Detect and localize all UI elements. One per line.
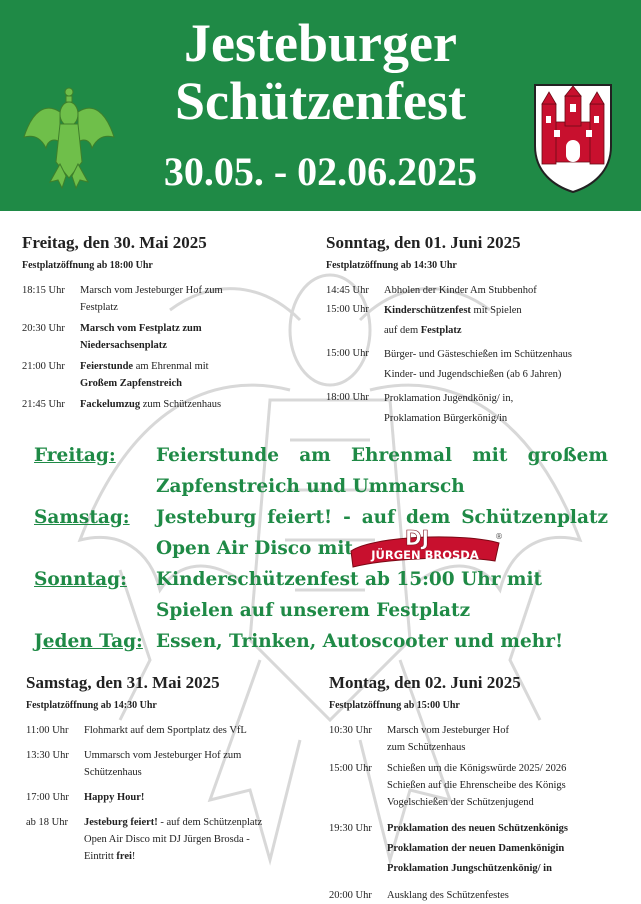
friday-opening: Festplatzöffnung ab 18:00 Uhr <box>22 260 153 271</box>
event-text: Abholen der Kinder Am Stubbenhof <box>384 285 537 296</box>
event-time: 15:00 Uhr <box>326 304 369 315</box>
list-item <box>329 887 629 904</box>
event-time: 20:30 Uhr <box>22 323 65 334</box>
highlight-row <box>34 631 608 662</box>
event-text: - auf dem Schützenplatz <box>157 817 263 828</box>
highlight-label: Samstag: <box>34 507 130 528</box>
event-text: Kinder- und Jugendschießen (ab 6 Jahren) <box>384 369 562 380</box>
event-time: 13:30 Uhr <box>26 750 69 761</box>
event-text: Großem Zapfenstreich <box>80 378 182 389</box>
list-item <box>22 396 292 413</box>
sunday-title: Sonntag, den 01. Juni 2025 <box>326 233 521 252</box>
event-text: mit Spielen <box>470 305 522 316</box>
event-text: Marsch vom Jesteburger Hof <box>387 725 509 736</box>
dj-logo <box>345 521 505 573</box>
event-time: 20:00 Uhr <box>329 890 372 901</box>
event-text: zum Schützenhaus <box>140 399 222 410</box>
event-text: am Ehrenmal mit <box>133 361 209 372</box>
event-text-bold: Proklamation des neuen Schützenkönigs <box>387 823 568 834</box>
sunday-opening: Festplatzöffnung ab 14:30 Uhr <box>326 260 457 271</box>
list-item <box>22 282 292 316</box>
event-time: 21:45 Uhr <box>22 399 65 410</box>
event-time: 10:30 Uhr <box>329 725 372 736</box>
list-item <box>326 301 626 341</box>
event-text-bold: Jesteburg feiert! <box>84 817 158 828</box>
monday-schedule <box>329 673 629 904</box>
highlight-text: Spielen auf unserem Festplatz <box>156 600 471 621</box>
event-text: Vogelschießen der Schützenjugend <box>387 797 534 808</box>
event-text: Festplatz <box>80 302 118 313</box>
event-text: auf dem <box>384 325 421 336</box>
monday-opening: Festplatzöffnung ab 15:00 Uhr <box>329 700 460 711</box>
highlight-label: Freitag: <box>34 445 116 466</box>
list-item <box>326 389 626 429</box>
event-text: Eintritt <box>84 851 117 862</box>
header-banner <box>0 0 641 211</box>
list-item <box>26 814 316 865</box>
saturday-title: Samstag, den 31. Mai 2025 <box>26 673 220 692</box>
highlight-row <box>34 445 608 476</box>
event-text: Niedersachsenplatz <box>80 340 167 351</box>
event-time: 14:45 Uhr <box>326 285 369 296</box>
event-text-bold: Proklamation der neuen Damenkönigin <box>387 843 565 854</box>
highlight-row <box>34 507 608 538</box>
event-text-bold: Festplatz <box>420 325 462 336</box>
highlight-text: Kinderschützenfest ab 15:00 Uhr mit <box>156 569 543 590</box>
highlight-text: Open Air Disco mit <box>156 538 353 559</box>
event-text: Schießen auf die Ehrenscheibe des Königs <box>387 780 566 791</box>
event-time: 18:15 Uhr <box>22 285 65 296</box>
title-line-2: Schützenfest <box>175 71 466 131</box>
event-time: 19:30 Uhr <box>329 823 372 834</box>
friday-title: Freitag, den 30. Mai 2025 <box>22 233 207 252</box>
highlights-section <box>34 445 608 662</box>
dj-logo-line2: JÜRGEN BROSDA <box>371 548 479 562</box>
highlight-text: Zapfenstreich und Ummarsch <box>156 476 465 497</box>
event-time: ab 18 Uhr <box>26 817 68 828</box>
event-text-bold: Happy Hour! <box>84 792 145 803</box>
highlight-row <box>34 538 608 569</box>
event-time: 17:00 Uhr <box>26 792 69 803</box>
list-item <box>329 819 629 879</box>
event-text: Flohmarkt auf dem Sportplatz des VfL <box>84 725 247 736</box>
event-text: Bürger- und Gästeschießen im Schützenhaus <box>384 349 572 360</box>
festival-dates: 30.05. - 02.06.2025 <box>163 149 478 194</box>
event-text: Schützenhaus <box>84 767 142 778</box>
list-item <box>326 282 626 299</box>
highlight-text: Jesteburg feiert! - auf dem Schützenplatz <box>156 507 608 528</box>
friday-schedule <box>22 233 292 413</box>
event-text: zum Schützenhaus <box>387 742 466 753</box>
highlight-label: Sonntag: <box>34 569 127 590</box>
event-text-bold: frei <box>116 851 132 862</box>
event-text: Ausklang des Schützenfestes <box>387 890 509 901</box>
dj-logo-line1: DJ <box>404 526 430 550</box>
list-item <box>22 320 292 354</box>
sunday-schedule <box>326 233 626 429</box>
list-item <box>326 345 626 385</box>
event-time: 21:00 Uhr <box>22 361 65 372</box>
highlight-text: Essen, Trinken, Autoscooter und mehr! <box>156 631 564 652</box>
green-eagle-emblem-icon <box>20 82 118 194</box>
highlight-text: Feierstunde am Ehrenmal mit großem <box>156 445 608 466</box>
saturday-opening: Festplatzöffnung ab 14:30 Uhr <box>26 700 157 711</box>
event-text: Marsch vom Jesteburger Hof zum <box>80 285 223 296</box>
event-time: 11:00 Uhr <box>26 725 69 736</box>
highlight-row <box>34 476 608 507</box>
event-text-bold: Proklamation Jungschützenkönig/ in <box>387 863 552 874</box>
list-item <box>26 747 316 781</box>
event-text-bold: Fackelumzug <box>80 399 141 410</box>
registered-mark: ® <box>495 532 503 541</box>
event-text: ! <box>131 851 136 862</box>
list-item <box>329 760 629 811</box>
event-text: Proklamation Jugendkönig/ in, <box>384 393 514 404</box>
event-text: Schießen um die Königswürde 2025/ 2026 <box>387 763 567 774</box>
monday-title: Montag, den 02. Juni 2025 <box>329 673 521 692</box>
list-item <box>329 722 629 756</box>
event-text: Ummarsch vom Jesteburger Hof zum <box>84 750 242 761</box>
highlight-row <box>34 569 608 600</box>
event-text: Marsch vom Festplatz zum <box>80 323 202 334</box>
event-text: Proklamation Bürgerkönig/in <box>384 413 508 424</box>
list-item <box>22 358 292 392</box>
event-text-bold: Kinderschützenfest <box>384 305 471 316</box>
coat-of-arms-icon <box>532 82 614 194</box>
highlight-row <box>34 600 608 631</box>
event-time: 15:00 Uhr <box>326 348 369 359</box>
event-text: Open Air Disco mit DJ Jürgen Brosda - <box>84 834 250 845</box>
title-line-1: Jesteburger <box>184 13 457 73</box>
list-item <box>26 722 316 739</box>
event-text-bold: Feierstunde <box>80 361 134 372</box>
event-time: 15:00 Uhr <box>329 763 372 774</box>
event-time: 18:00 Uhr <box>326 392 369 403</box>
list-item <box>26 789 316 806</box>
highlight-label: Jeden Tag: <box>34 631 143 652</box>
saturday-schedule <box>26 673 316 865</box>
